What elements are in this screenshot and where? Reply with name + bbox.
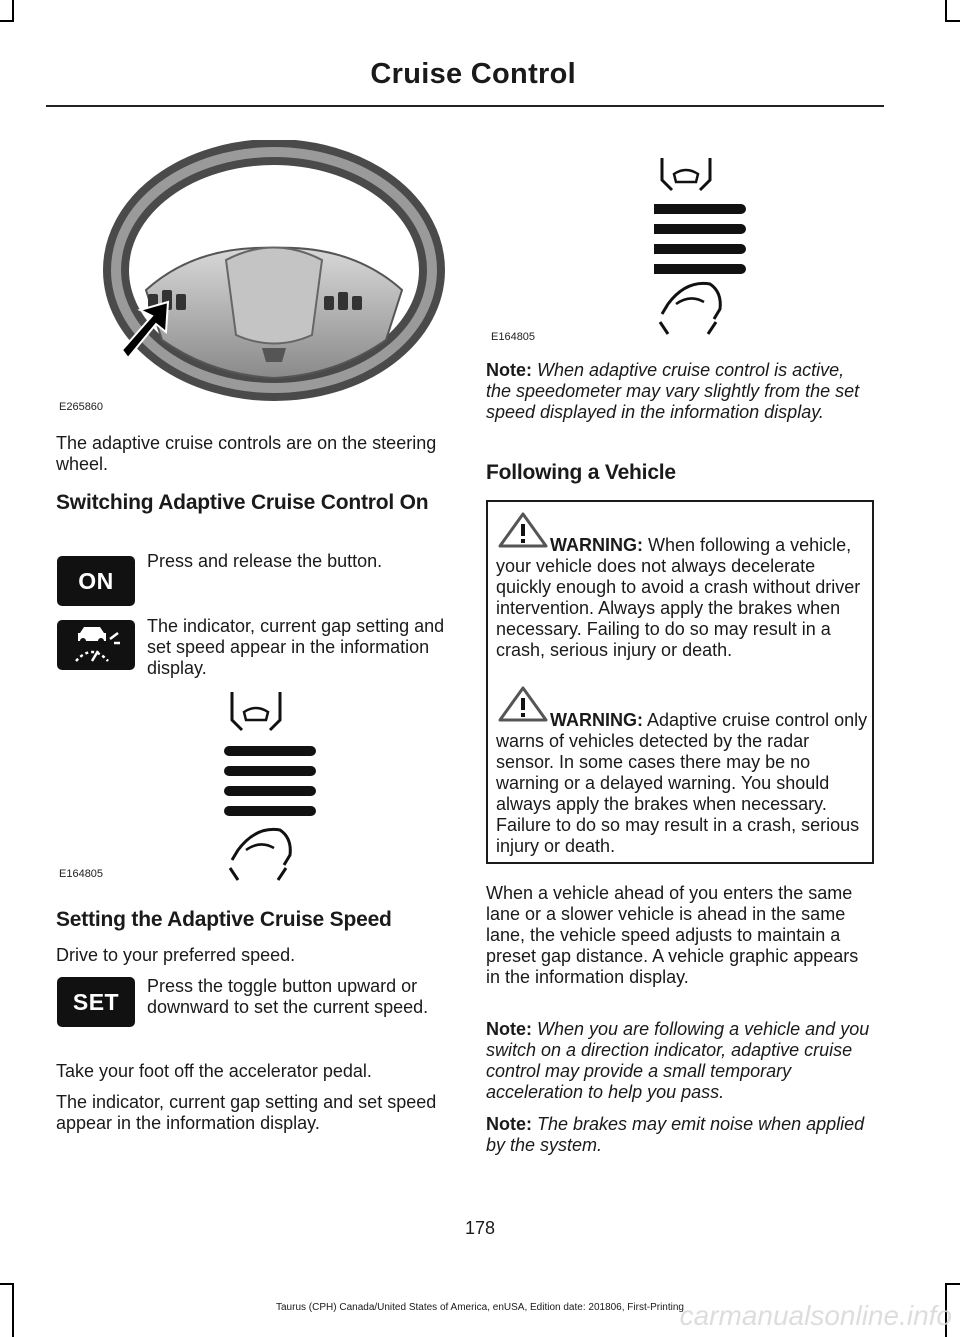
crop-mark-top-right-v — [945, 0, 947, 22]
crop-mark-bottom-right-h — [945, 1283, 960, 1285]
warning-label: WARNING: — [550, 535, 643, 555]
steering-wheel-illustration — [86, 140, 446, 420]
note-body: When adaptive cruise control is active, the speedometer may vary slightly from the set speed displayed in the information display. — [486, 360, 860, 422]
set-button-label: SET — [72, 988, 120, 1015]
crop-mark-top-right-h — [945, 20, 960, 22]
warning-body: When following a vehicle, your vehicle does not always decelerate quickly enough to avoid a crash without driver intervention. Always apply the brakes when necessary. Failing to do so may result in a crash, serious injury or death. — [496, 535, 861, 660]
switch-on-heading: Switching Adaptive Cruise Control On — [56, 491, 429, 514]
warning-2 — [496, 710, 870, 857]
on-instruction: Press and release the button. — [147, 551, 383, 571]
warning-label: WARNING: — [550, 710, 643, 730]
note-body: When you are following a vehicle and you switch on a direction indicator, adaptive cruise control may provide a small temporary acceleration to help you pass. — [486, 1019, 870, 1102]
vehicle-ahead-text: When a vehicle ahead of you enters the same lane or a slower vehicle is ahead in the same lane, the vehicle speed adjusts to maintain a preset gap distance. A vehicle graphic appears in the information display. — [486, 883, 859, 987]
on-button-icon — [57, 556, 135, 606]
note-label: Note: — [486, 360, 532, 380]
foot-text: Take your foot off the accelerator pedal. — [56, 1061, 372, 1081]
following-heading: Following a Vehicle — [486, 461, 676, 484]
indicator-text: The indicator, current gap setting and set speed appear in the information display. — [147, 616, 445, 678]
gap-display-figure-left — [224, 690, 324, 890]
set-speed-heading: Setting the Adaptive Cruise Speed — [56, 908, 392, 931]
footer-text: Taurus (CPH) Canada/United States of America, enUSA, Edition date: 201806, First-Printing — [276, 1302, 684, 1313]
note-label: Note: — [486, 1019, 532, 1039]
gap-setting-illustration — [654, 156, 754, 356]
indicator-text-2: The indicator, current gap setting and set speed appear in the information display. — [56, 1092, 437, 1133]
warning-box — [486, 500, 874, 864]
gap-setting-illustration — [224, 690, 324, 890]
note-1 — [486, 360, 874, 423]
figure-code: E164805 — [59, 868, 104, 880]
car-gauge-icon — [70, 625, 122, 665]
steering-wheel-figure — [86, 140, 446, 420]
drive-text: Drive to your preferred speed. — [56, 945, 296, 965]
crop-mark-top-left-h — [0, 20, 14, 22]
watermark: carmanualsonline.info — [679, 1300, 952, 1331]
header-rule — [46, 105, 884, 107]
intro-text: The adaptive cruise controls are on the steering wheel. — [56, 433, 437, 474]
note-body: The brakes may emit noise when applied by the system. — [486, 1114, 865, 1155]
gap-display-figure-right — [654, 156, 754, 356]
page-title: Cruise Control — [370, 58, 576, 90]
page-number: 178 — [464, 1218, 496, 1238]
note-2 — [486, 1019, 878, 1103]
crop-mark-bottom-left-h — [0, 1283, 14, 1285]
set-instruction: Press the toggle button upward or downward to set the current speed. — [147, 976, 429, 1017]
adaptive-cruise-indicator-icon — [57, 620, 135, 670]
set-button-icon — [57, 977, 135, 1027]
warning-body: Adaptive cruise control only warns of vehicles detected by the radar sensor. In some cases there may be no warning or a delayed warning. You should always apply the brakes when necessary. Failure to do so may result in a crash, serious injury or death. — [496, 710, 868, 856]
note-label: Note: — [486, 1114, 532, 1134]
figure-code: E265860 — [59, 401, 104, 413]
crop-mark-top-left-v — [12, 0, 14, 22]
note-3 — [486, 1114, 874, 1156]
warning-1 — [496, 535, 870, 661]
on-button-label: ON — [78, 567, 114, 594]
figure-code: E164805 — [491, 331, 536, 343]
